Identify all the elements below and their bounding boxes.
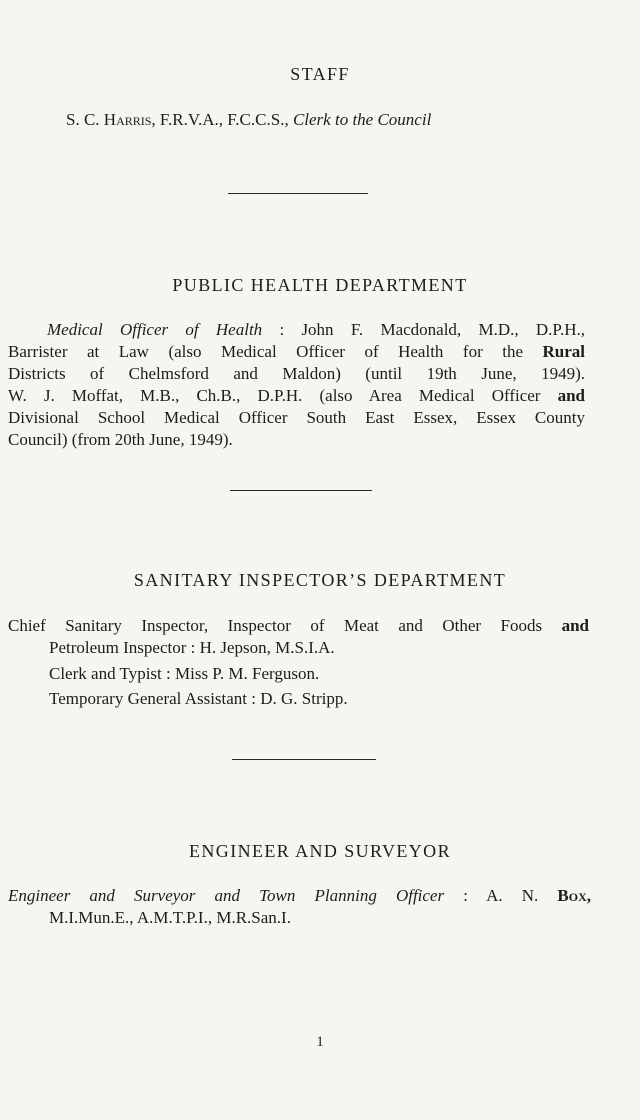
staff-heading: STAFF xyxy=(290,64,350,84)
moh-line-1 xyxy=(47,320,585,340)
engineer-name: : A. N. xyxy=(444,886,558,905)
page-number: 1 xyxy=(316,1034,324,1050)
section-divider-1 xyxy=(228,193,368,194)
moh-line-4-bold: and xyxy=(557,386,585,405)
moh-line-2-text: Barrister at Law (also Medical Officer of Health for the xyxy=(8,342,543,361)
sanitary-line-4: Temporary General Assistant : D. G. Stripp. xyxy=(49,689,348,708)
sanitary-line-1-bold: and xyxy=(561,616,589,635)
moh-line-5: Divisional School Medical Officer South East Essex, Essex County xyxy=(8,408,585,427)
section-divider-3 xyxy=(232,759,376,760)
moh-line-2 xyxy=(8,342,585,362)
sanitary-heading: SANITARY INSPECTOR’S DEPARTMENT xyxy=(133,570,507,590)
sanitary-line-3: Clerk and Typist : Miss P. M. Ferguson. xyxy=(49,664,320,683)
section-divider-2 xyxy=(230,490,372,491)
engineer-line-1 xyxy=(8,886,591,906)
sanitary-line-1-text: Chief Sanitary Inspector, Inspector of Meat and Other Foods xyxy=(8,616,562,635)
moh-title: Medical Officer of Health xyxy=(47,320,263,339)
engineer-heading: ENGINEER AND SURVEYOR xyxy=(189,841,451,861)
clerk-surname: Harris xyxy=(103,110,152,129)
moh-line-4 xyxy=(8,386,585,406)
clerk-qualifications: , F.R.V.A., F.C.C.S., xyxy=(151,110,293,129)
engineer-line-2: M.I.Mun.E., A.M.T.P.I., M.R.San.I. xyxy=(49,908,291,927)
moh-name: : John F. Macdonald, M.D., D.P.H., xyxy=(262,320,585,339)
sanitary-line-2: Petroleum Inspector : H. Jepson, M.S.I.A. xyxy=(49,638,335,657)
engineer-title: Engineer and Surveyor and Town Planning Officer xyxy=(8,886,445,905)
clerk-role: Clerk to the Council xyxy=(292,110,432,129)
clerk-line xyxy=(66,110,431,130)
moh-line-6: Council) (from 20th June, 1949). xyxy=(8,430,233,449)
public-health-heading: PUBLIC HEALTH DEPARTMENT xyxy=(172,275,468,295)
sanitary-line-1 xyxy=(8,616,589,636)
moh-line-4-text: W. J. Moffat, M.B., Ch.B., D.P.H. (also Area Medical Officer xyxy=(8,386,558,405)
moh-line-2-bold: Rural xyxy=(542,342,585,361)
moh-line-3: Districts of Chelmsford and Maldon) (until 19th June, 1949). xyxy=(8,364,585,383)
clerk-initials: S. C. xyxy=(66,110,104,129)
engineer-surname: Box, xyxy=(557,886,591,905)
